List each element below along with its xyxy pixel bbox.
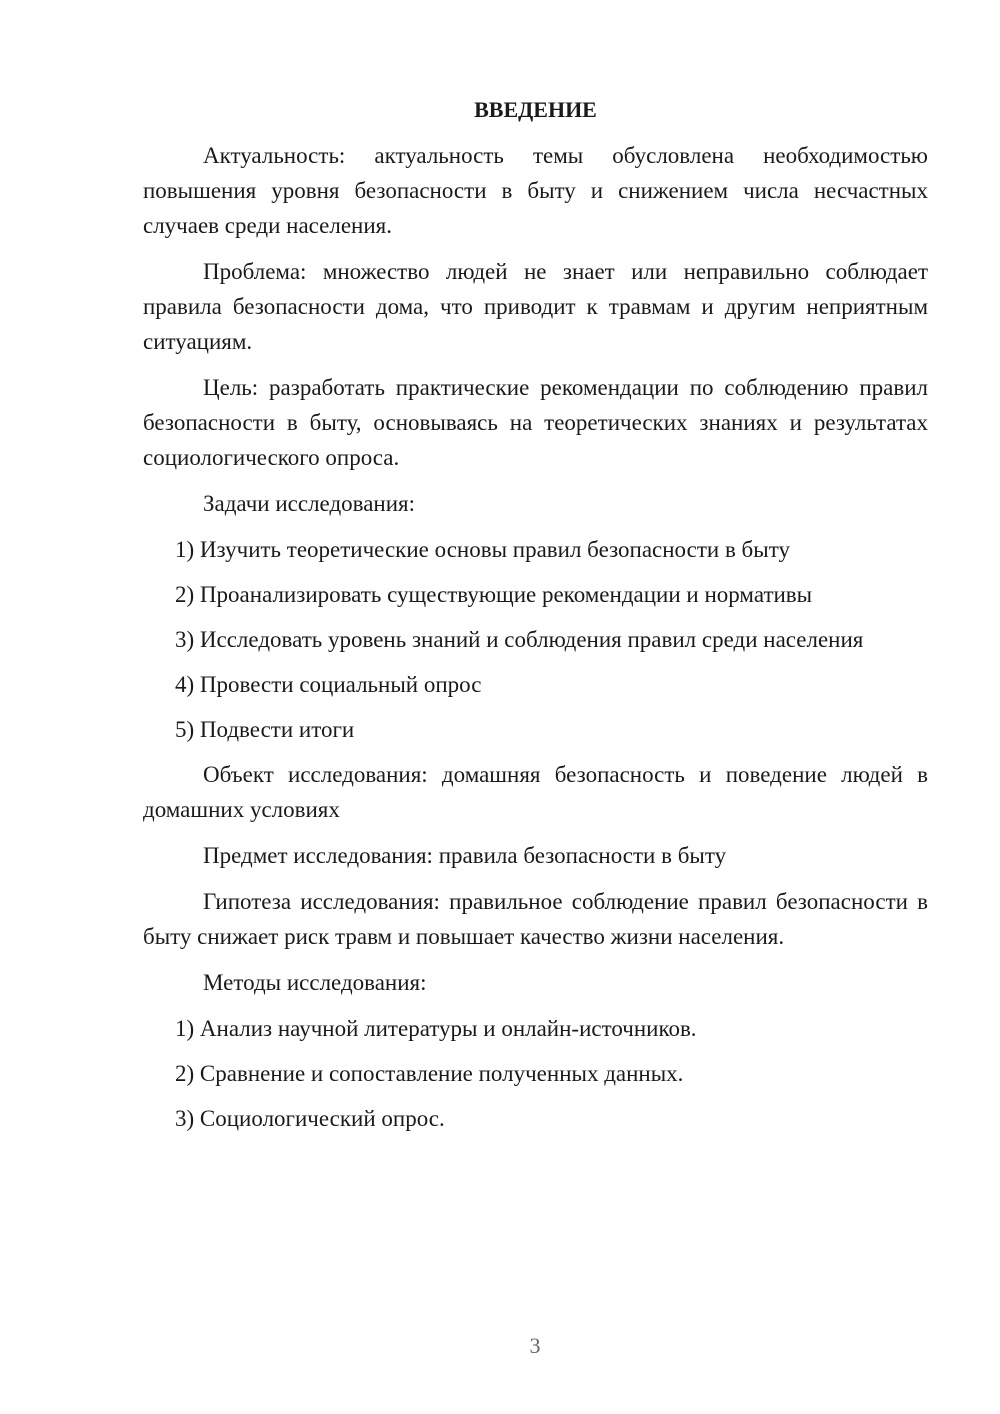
task-item: 2) Проанализировать существующие рекомендации и нормативы <box>175 582 813 607</box>
task-item: 3) Исследовать уровень знаний и соблюдения правил среди населения <box>175 627 864 652</box>
page-number: 3 <box>529 1333 541 1358</box>
task-item: 5) Подвести итоги <box>175 717 355 742</box>
methods-list <box>143 1011 928 1136</box>
tasks-heading: Задачи исследования: <box>203 491 416 516</box>
tasks-list <box>143 532 928 747</box>
page-content <box>143 94 928 1146</box>
page-title: ВВЕДЕНИЕ <box>474 97 597 122</box>
problem-paragraph: Проблема: множество людей не знает или неправильно соблюдает правила безопасности дома, что приводит к травмам и другим неприятным ситуациям. <box>143 259 928 354</box>
method-item: 3) Социологический опрос. <box>175 1106 445 1131</box>
task-item: 1) Изучить теоретические основы правил безопасности в быту <box>175 537 790 562</box>
methods-heading: Методы исследования: <box>203 970 427 995</box>
method-item: 1) Анализ научной литературы и онлайн-источников. <box>175 1016 697 1041</box>
goal-paragraph: Цель: разработать практические рекомендации по соблюдению правил безопасности в быту, основываясь на теоретических знаниях и результатах социологического опроса. <box>143 375 928 470</box>
task-item: 4) Провести социальный опрос <box>175 672 482 697</box>
method-item: 2) Сравнение и сопоставление полученных данных. <box>175 1061 684 1086</box>
relevance-paragraph: Актуальность: актуальность темы обусловлена необходимостью повышения уровня безопасности в быту и снижением числа несчастных случаев среди населения. <box>143 143 928 238</box>
hypothesis-paragraph: Гипотеза исследования: правильное соблюдение правил безопасности в быту снижает риск травм и повышает качество жизни населения. <box>143 889 928 949</box>
object-paragraph: Объект исследования: домашняя безопасность и поведение людей в домашних условиях <box>143 762 928 822</box>
subject-paragraph: Предмет исследования: правила безопасности в быту <box>203 843 727 868</box>
